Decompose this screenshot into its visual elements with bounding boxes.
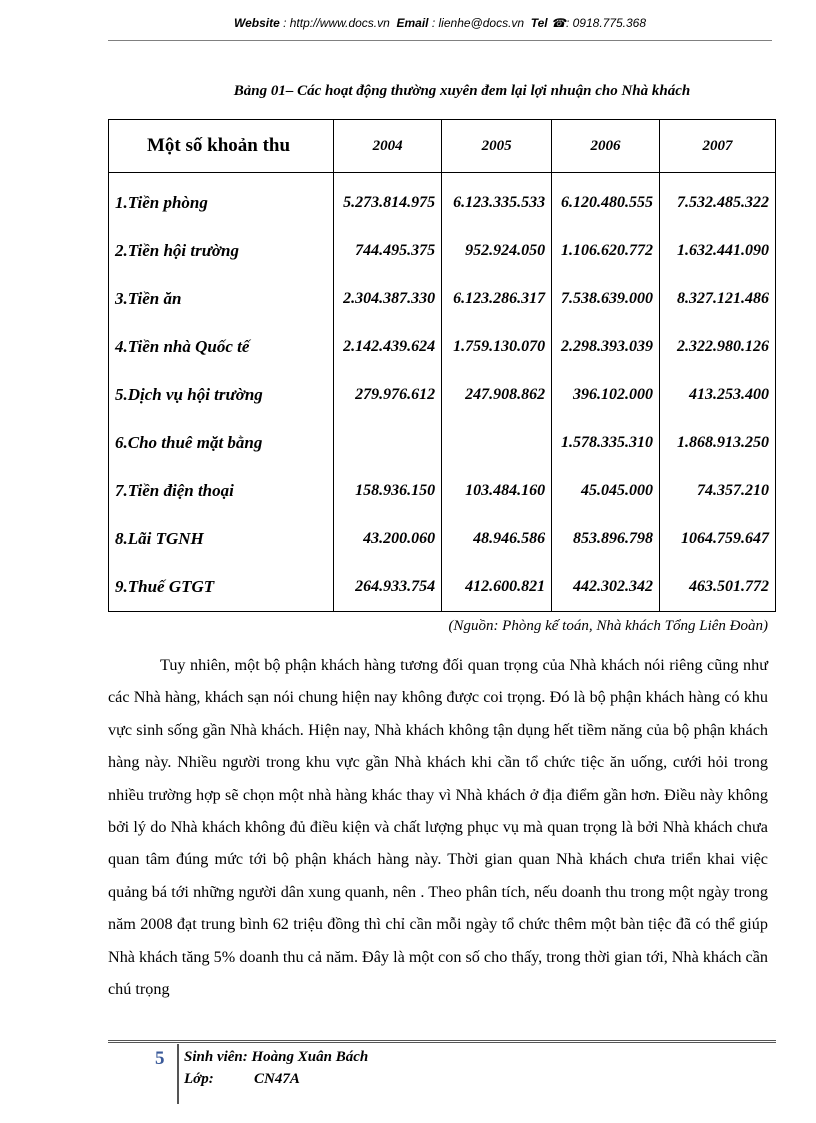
table-cell: 279.976.612	[334, 371, 442, 419]
table-cell: 2.322.980.126	[660, 323, 776, 371]
table-row	[109, 419, 776, 467]
footer-info	[184, 1046, 368, 1090]
table-cell: 247.908.862	[442, 371, 552, 419]
table-cell: 264.933.754	[334, 563, 442, 612]
class-value: CN47A	[254, 1071, 300, 1087]
table-cell: 7.532.485.322	[660, 173, 776, 228]
table-cell: 74.357.210	[660, 467, 776, 515]
table-cell: 158.936.150	[334, 467, 442, 515]
tel-label: Tel	[530, 16, 548, 30]
table-cell: 1.632.441.090	[660, 227, 776, 275]
table-cell: 1064.759.647	[660, 515, 776, 563]
table-cell: 6.123.286.317	[442, 275, 552, 323]
table-cell: 2.142.439.624	[334, 323, 442, 371]
row-label: 7.Tiền điện thoại	[109, 467, 334, 515]
table-cell: 1.868.913.250	[660, 419, 776, 467]
table-cell: 6.123.335.533	[442, 173, 552, 228]
table-row	[109, 563, 776, 612]
table-row	[109, 515, 776, 563]
footer-vertical-divider	[177, 1044, 179, 1104]
row-label: 2.Tiền hội trường	[109, 227, 334, 275]
footer-divider	[108, 1040, 776, 1043]
table-cell: 413.253.400	[660, 371, 776, 419]
table-cell: 1.578.335.310	[552, 419, 660, 467]
table-cell: 463.501.772	[660, 563, 776, 612]
row-label: 4.Tiền nhà Quốc tế	[109, 323, 334, 371]
table-row	[109, 467, 776, 515]
revenue-table	[108, 119, 776, 612]
page-number: 5	[155, 1048, 165, 1069]
email-label: Email	[396, 16, 429, 30]
website-label: Website	[233, 16, 280, 30]
row-label: 5.Dịch vụ hội trường	[109, 371, 334, 419]
email-value: : lienhe@docs.vn	[431, 16, 525, 30]
table-cell: 48.946.586	[442, 515, 552, 563]
row-label: 1.Tiền phòng	[109, 173, 334, 228]
table-cell: 7.538.639.000	[552, 275, 660, 323]
table-header-row	[109, 120, 776, 173]
table-row	[109, 371, 776, 419]
table-cell: 1.106.620.772	[552, 227, 660, 275]
row-label: 8.Lãi TGNH	[109, 515, 334, 563]
table-cell: 2.304.387.330	[334, 275, 442, 323]
table-cell: 396.102.000	[552, 371, 660, 419]
header-cell-2007: 2007	[660, 120, 776, 173]
table-cell: 2.298.393.039	[552, 323, 660, 371]
class-label: Lớp:	[184, 1071, 214, 1087]
table-caption: Bảng 01– Các hoạt động thường xuyên đem lại lợi nhuận cho Nhà khách	[233, 83, 691, 99]
table-row	[109, 275, 776, 323]
table-cell: 6.120.480.555	[552, 173, 660, 228]
header-divider	[108, 40, 772, 41]
table-cell: 412.600.821	[442, 563, 552, 612]
page-header	[108, 16, 772, 40]
class-line	[184, 1068, 368, 1090]
table-row	[109, 323, 776, 371]
website-value: : http://www.docs.vn	[283, 16, 390, 30]
table-cell: 744.495.375	[334, 227, 442, 275]
header-cell-2004: 2004	[334, 120, 442, 173]
row-label: 6.Cho thuê mặt bằng	[109, 419, 334, 467]
row-label: 9.Thuế GTGT	[109, 563, 334, 612]
table-cell: 442.302.342	[552, 563, 660, 612]
table-row	[109, 173, 776, 228]
table-cell: 853.896.798	[552, 515, 660, 563]
table-source: (Nguồn: Phòng kế toán, Nhà khách Tổng Liên Đoàn)	[448, 618, 768, 634]
table-cell: 45.045.000	[552, 467, 660, 515]
header-cell-item: Một số khoản thu	[109, 120, 334, 173]
table-cell: 952.924.050	[442, 227, 552, 275]
table-row	[109, 227, 776, 275]
table-cell: 103.484.160	[442, 467, 552, 515]
header-cell-2006: 2006	[552, 120, 660, 173]
row-label: 3.Tiền ăn	[109, 275, 334, 323]
body-paragraph: Tuy nhiên, một bộ phận khách hàng tương đối quan trọng của Nhà khách nói riêng cũng như các Nhà hàng, khách sạn nói chung hiện nay không được coi trọng. Đó là bộ phận khách hàng có khu vực sinh sống gần Nhà khách. Hiện nay, Nhà khách không tận dụng hết tiềm năng của bộ phận khách hàng này. Nhiều người trong khu vực gần Nhà khách khi cần tổ chức tiệc ăn uống, cưới hỏi trong nhiều trường hợp sẽ chọn một nhà hàng khác thay vì Nhà khách ở địa điểm gần hơn. Điều này không bởi lý do Nhà khách không đủ điều kiện và chất lượng phục vụ mà quan trọng là bởi Nhà khách chưa quan tâm đúng mức tới bộ phận khách hàng này. Thời gian quan Nhà khách chưa triển khai việc quảng bá tới những người dân xung quanh, nên . Theo phân tích, nếu doanh thu trong một ngày trong năm 2008 đạt trung bình 62 triệu đồng thì chỉ cần mỗi ngày tổ chức thêm một bàn tiệc đã có thể giúp Nhà khách tăng 5% doanh thu cả năm. Đây là một con số cho thấy, trong thời gian tới, Nhà khách cần chú trọng	[108, 656, 768, 999]
table-cell	[442, 419, 552, 467]
table-cell: 1.759.130.070	[442, 323, 552, 371]
student-name: Sinh viên: Hoàng Xuân Bách	[184, 1049, 369, 1065]
table-cell: 5.273.814.975	[334, 173, 442, 228]
phone-icon: ☎	[551, 16, 566, 30]
tel-value: : 0918.775.368	[565, 16, 647, 30]
table-cell: 43.200.060	[334, 515, 442, 563]
table-cell	[334, 419, 442, 467]
table-cell: 8.327.121.486	[660, 275, 776, 323]
header-cell-2005: 2005	[442, 120, 552, 173]
